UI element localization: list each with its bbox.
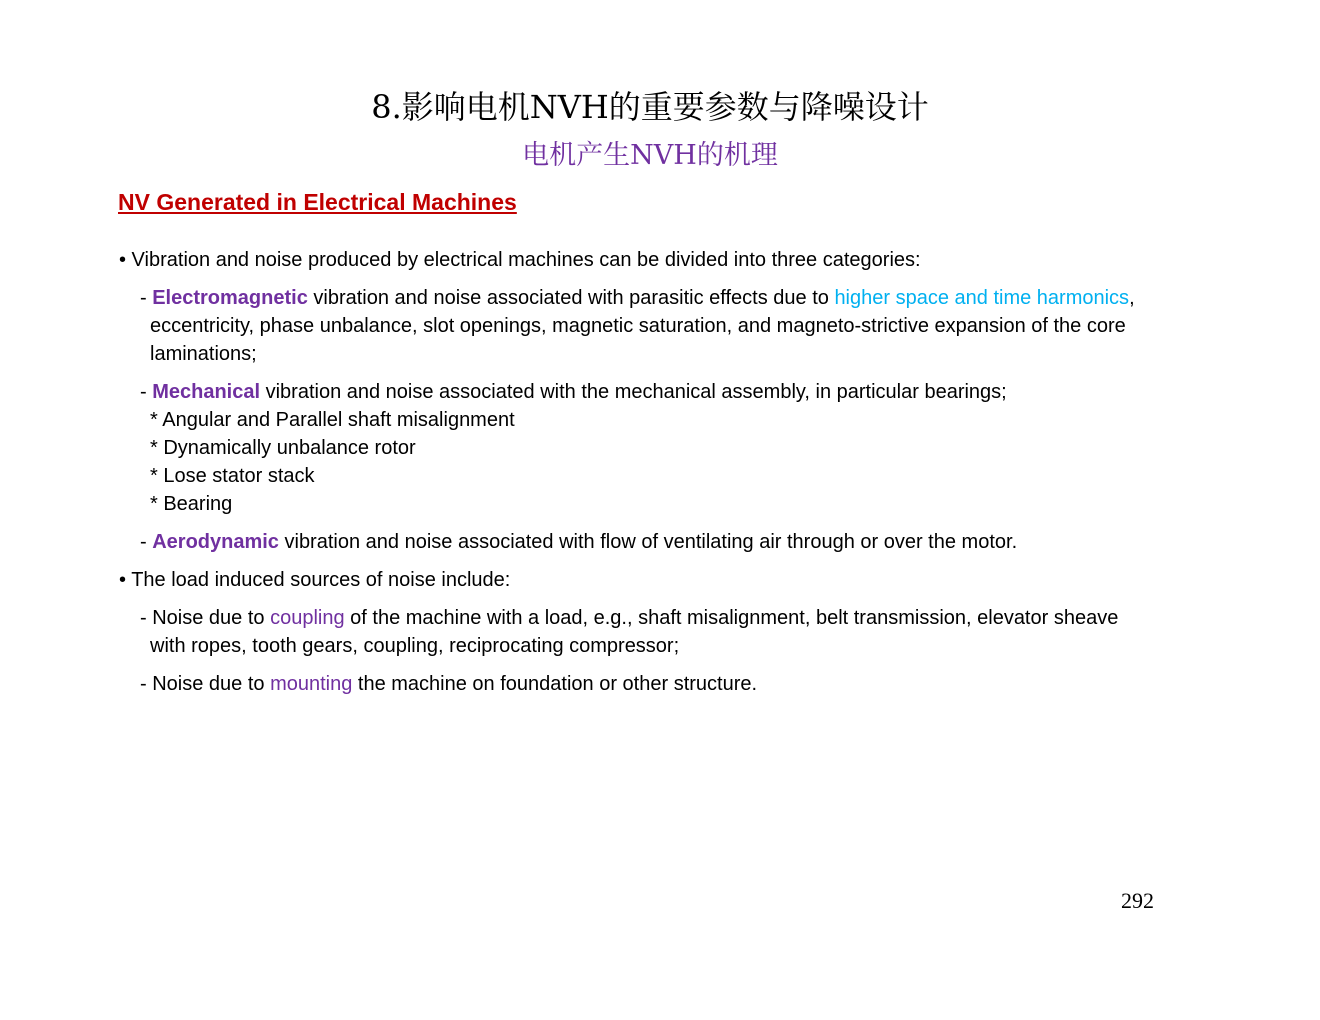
term-mounting: mounting bbox=[270, 673, 353, 695]
aerodynamic-line bbox=[140, 528, 1017, 556]
dash: - bbox=[140, 381, 153, 403]
electromagnetic-line-1 bbox=[140, 284, 1135, 312]
mechanical-item: * Bearing bbox=[150, 493, 233, 515]
mechanical-item: * Angular and Parallel shaft misalignment bbox=[150, 409, 515, 431]
dash: - bbox=[140, 531, 153, 553]
slide-subtitle: 电机产生NVH的机理 bbox=[522, 140, 778, 171]
mounting-text: the machine on foundation or other structure. bbox=[352, 673, 758, 695]
mechanical-item: * Lose stator stack bbox=[150, 465, 315, 487]
mechanical-text: vibration and noise associated with the mechanical assembly, in particular bearings; bbox=[260, 381, 1007, 403]
aerodynamic-text: vibration and noise associated with flow of ventilating air through or over the motor. bbox=[278, 531, 1018, 553]
term-aerodynamic: Aerodynamic bbox=[152, 531, 279, 553]
electromagnetic-line-3: laminations; bbox=[150, 343, 257, 365]
coupling-line-1 bbox=[140, 604, 1118, 632]
term-coupling: coupling bbox=[270, 607, 345, 629]
page-number: 292 bbox=[1121, 888, 1154, 913]
term-electromagnetic: Electromagnetic bbox=[152, 287, 308, 309]
section-heading: NV Generated in Electrical Machines bbox=[118, 189, 517, 215]
mechanical-line-1 bbox=[140, 378, 1007, 406]
highlight-space-time: higher space and time bbox=[834, 287, 1032, 309]
dash: - bbox=[140, 287, 153, 309]
bullet-vibration-categories: • Vibration and noise produced by electrical machines can be divided into three categories: bbox=[119, 249, 921, 271]
mounting-line bbox=[140, 670, 757, 698]
coupling-line-2: with ropes, tooth gears, coupling, reciprocating compressor; bbox=[150, 635, 680, 657]
mechanical-item: * Dynamically unbalance rotor bbox=[150, 437, 416, 459]
electromagnetic-line-2: eccentricity, phase unbalance, slot openings, magnetic saturation, and magneto-strictive expansion of the core bbox=[150, 315, 1126, 337]
mounting-prefix: - Noise due to bbox=[140, 673, 271, 695]
bullet-load-induced: • The load induced sources of noise include: bbox=[119, 569, 511, 591]
electromagnetic-text: vibration and noise associated with parasitic effects due to bbox=[307, 287, 835, 309]
term-mechanical: Mechanical bbox=[152, 381, 261, 403]
coupling-prefix: - Noise due to bbox=[140, 607, 271, 629]
coupling-text: of the machine with a load, e.g., shaft misalignment, belt transmission, elevator sheave bbox=[344, 607, 1119, 629]
slide-title: 8.影响电机NVH的重要参数与降噪设计 bbox=[371, 88, 929, 126]
highlight-harmonics: harmonics bbox=[1036, 287, 1130, 309]
electromagnetic-comma: , bbox=[1129, 287, 1135, 309]
